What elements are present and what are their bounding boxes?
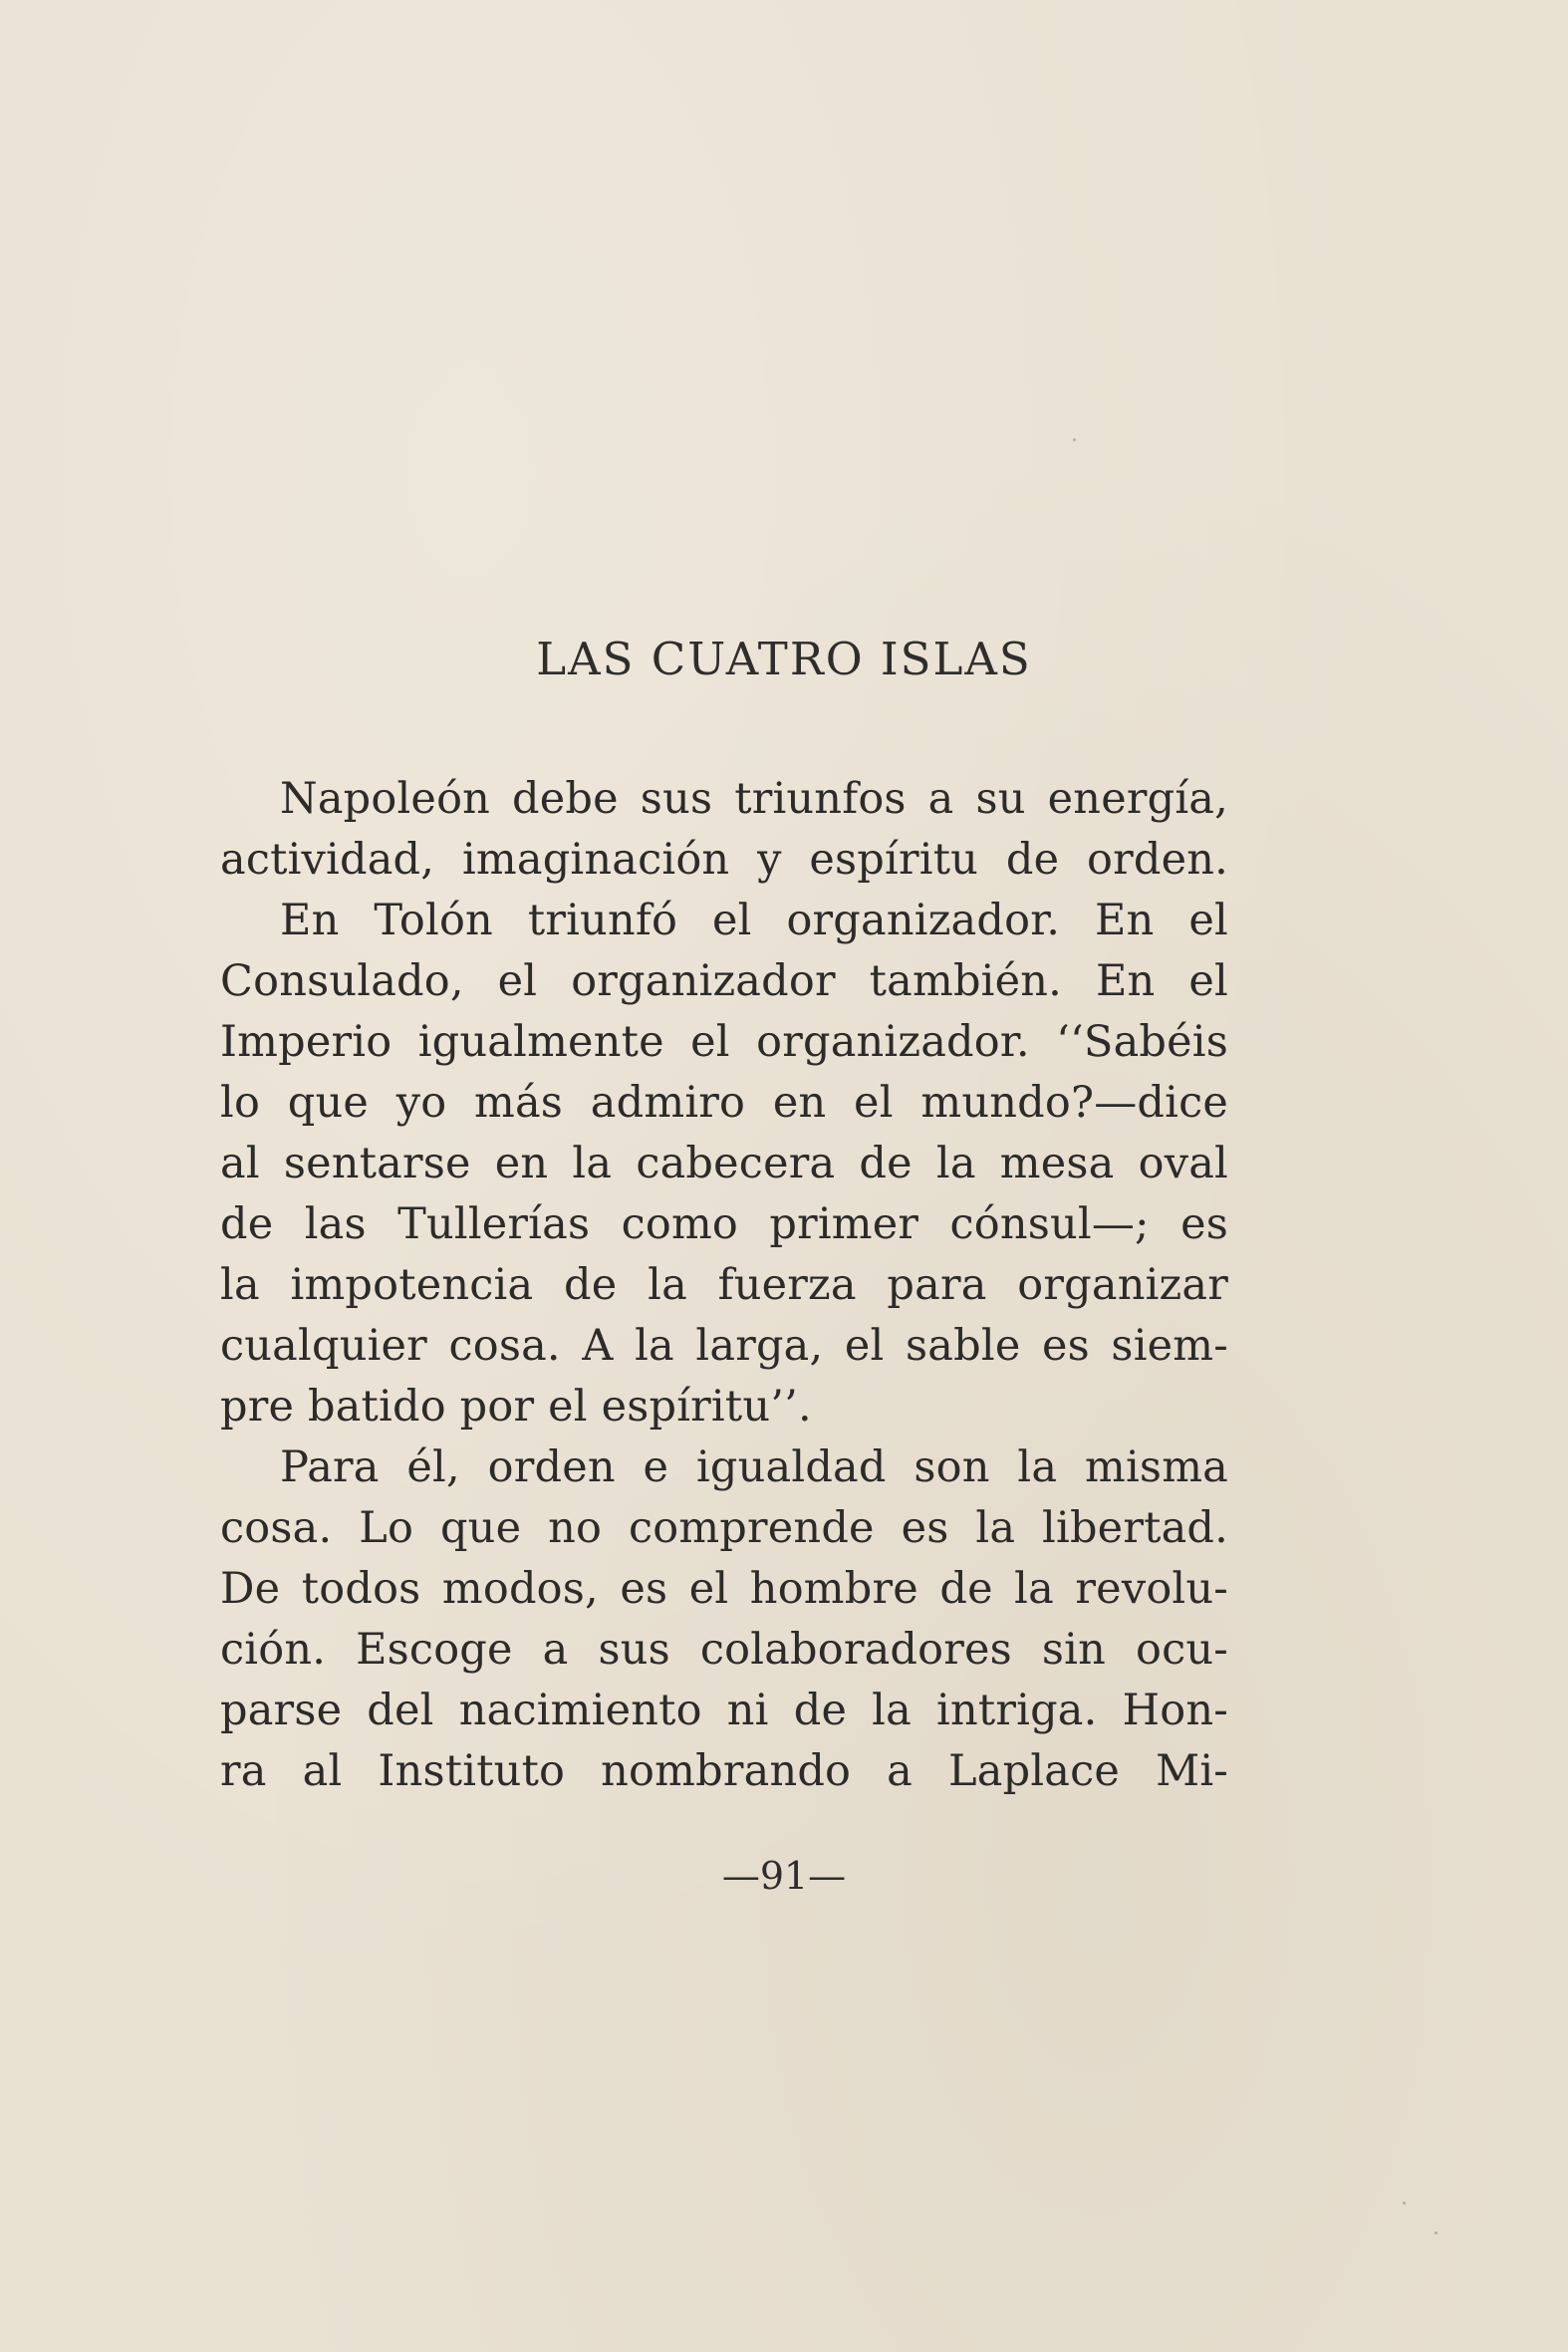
text-line: parse del nacimiento ni de la intriga. Hon- <box>220 1686 1228 1735</box>
text-line: al sentarse en la cabecera de la mesa oval <box>220 1139 1228 1188</box>
text-line: de las Tullerías como primer cónsul—; es <box>220 1199 1228 1249</box>
page-number: —91— <box>721 1854 847 1898</box>
paper-speck <box>1435 2231 1437 2234</box>
text-line: lo que yo más admiro en el mundo?—dice <box>220 1078 1228 1128</box>
paper-speck <box>1403 2202 1406 2205</box>
text-line: En Tolón triunfó el organizador. En el <box>280 896 1228 945</box>
text-line: cualquier cosa. A la larga, el sable es siem- <box>220 1321 1228 1371</box>
text-line: cosa. Lo que no comprende es la libertad. <box>220 1503 1228 1553</box>
text-line: pre batido por el espíritu’’. <box>220 1382 812 1432</box>
running-title: LAS CUATRO ISLAS <box>536 633 1032 685</box>
paper-speck <box>1073 438 1076 441</box>
text-line: Imperio igualmente el organizador. ‘‘Sabéis <box>220 1017 1228 1067</box>
text-line: actividad, imaginación y espíritu de orden. <box>220 835 1228 885</box>
text-line: De todos modos, es el hombre de la revolu- <box>220 1564 1228 1614</box>
text-line: Napoleón debe sus triunfos a su energía, <box>280 774 1228 824</box>
text-line: la impotencia de la fuerza para organizar <box>220 1260 1228 1310</box>
text-line: ra al Instituto nombrando a Laplace Mi- <box>220 1746 1228 1796</box>
text-line: Para él, orden e igualdad son la misma <box>280 1442 1228 1492</box>
text-line: ción. Escoge a sus colaboradores sin ocu- <box>220 1625 1228 1675</box>
body-text <box>220 769 1228 1802</box>
text-line: Consulado, el organizador también. En el <box>220 956 1228 1006</box>
